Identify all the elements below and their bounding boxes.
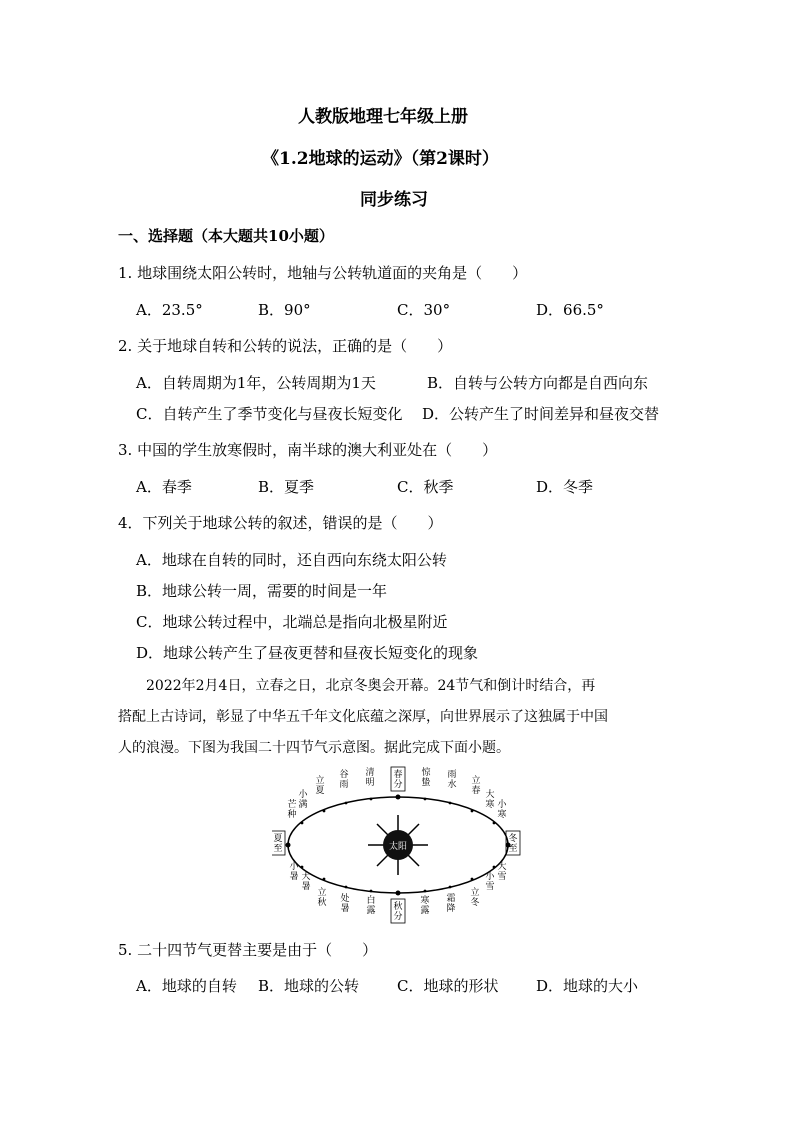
question-4-option-c[interactable]: C．地球公转过程中，北端总是指向北极星附近 xyxy=(136,613,448,631)
question-3-stem: 3. 中国的学生放寒假时，南半球的澳大利亚处在（ ） xyxy=(118,441,498,459)
question-1-option-d[interactable]: D．66.5° xyxy=(536,301,604,319)
solar-term-label: 小暑 xyxy=(289,862,299,882)
solar-term-label: 处暑 xyxy=(340,894,350,914)
passage-line-3: 人的浪漫。下图为我国二十四节气示意图。据此完成下面小题。 xyxy=(118,740,510,756)
section-heading: 一、选择题（本大题共10小题） xyxy=(118,227,334,245)
solar-terms-diagram xyxy=(272,765,522,925)
question-5-option-d[interactable]: D．地球的大小 xyxy=(536,977,639,995)
solar-term-label: 立秋 xyxy=(317,888,327,908)
question-2-option-c[interactable]: C．自转产生了季节变化与昼夜长短变化 xyxy=(136,405,403,423)
question-1-option-a[interactable]: A．23.5° xyxy=(136,301,203,319)
solar-term-label: 寒露 xyxy=(420,896,430,916)
solar-term-label: 大雪 xyxy=(497,862,507,882)
solar-term-label: 小寒 xyxy=(497,800,507,820)
question-3-option-b[interactable]: B．夏季 xyxy=(258,478,315,496)
question-4-stem: 4．下列关于地球公转的叙述，错误的是（ ） xyxy=(118,514,443,532)
question-2-option-b[interactable]: B．自转与公转方向都是自西向东 xyxy=(427,374,649,392)
solar-term-label: 大寒 xyxy=(485,790,495,810)
solar-term-label: 谷雨 xyxy=(339,770,349,790)
question-4-option-a[interactable]: A．地球在自转的同时，还自西向东绕太阳公转 xyxy=(136,551,447,569)
passage-line-2: 搭配上古诗词，彰显了中华五千年文化底蕴之深厚，向世界展示了这独属于中国 xyxy=(118,709,608,725)
question-2-option-a[interactable]: A．自转周期为1年，公转周期为1天 xyxy=(136,374,376,392)
exercise-title: 同步练习 xyxy=(360,190,428,210)
question-2-option-d[interactable]: D．公转产生了时间差异和昼夜交替 xyxy=(422,405,660,423)
passage-line-1: 2022年2月4日，立春之日，北京冬奥会开幕。24节气和倒计时结合，再 xyxy=(146,678,596,694)
solar-term-label: 雨水 xyxy=(447,770,457,790)
label-summer-solstice: 夏至 xyxy=(273,834,283,854)
solar-term-label: 小雪 xyxy=(485,872,495,892)
lesson-title: 《1.2地球的运动》（第2课时） xyxy=(262,149,499,169)
solar-term-label: 清明 xyxy=(365,768,375,788)
question-4-option-d[interactable]: D．地球公转产生了昼夜更替和昼夜长短变化的现象 xyxy=(136,644,479,662)
sun-label: 太阳 xyxy=(388,842,408,852)
solar-term-label: 霜降 xyxy=(446,894,456,914)
document-title: 人教版地理七年级上册 xyxy=(298,107,468,127)
question-1-option-b[interactable]: B．90° xyxy=(258,301,311,319)
question-1-stem: 1. 地球围绕太阳公转时，地轴与公转轨道面的夹角是（ ） xyxy=(118,264,528,282)
solar-term-label: 大暑 xyxy=(301,872,311,892)
solar-term-label: 立冬 xyxy=(470,888,480,908)
solar-term-label: 芒种 xyxy=(287,800,297,820)
question-5-option-a[interactable]: A．地球的自转 xyxy=(136,977,237,995)
label-winter-solstice: 冬至 xyxy=(508,834,518,854)
solar-term-label: 白露 xyxy=(366,896,376,916)
question-4-option-b[interactable]: B．地球公转一周，需要的时间是一年 xyxy=(136,582,388,600)
question-3-option-c[interactable]: C．秋季 xyxy=(397,478,454,496)
question-2-stem: 2. 关于地球自转和公转的说法，正确的是（ ） xyxy=(118,337,453,355)
question-3-option-d[interactable]: D．冬季 xyxy=(536,478,594,496)
label-spring-equinox: 春分 xyxy=(393,770,403,790)
question-5-option-c[interactable]: C．地球的形状 xyxy=(397,977,499,995)
solar-term-label: 小满 xyxy=(298,790,308,810)
question-5-stem: 5. 二十四节气更替主要是由于（ ） xyxy=(118,941,378,959)
solar-term-label: 惊蛰 xyxy=(421,768,431,788)
label-autumn-equinox: 秋分 xyxy=(393,902,403,922)
question-1-option-c[interactable]: C．30° xyxy=(397,301,451,319)
question-5-option-b[interactable]: B．地球的公转 xyxy=(258,977,360,995)
solar-term-label: 立春 xyxy=(471,776,481,796)
question-3-option-a[interactable]: A．春季 xyxy=(136,478,192,496)
solar-term-label: 立夏 xyxy=(315,776,325,796)
